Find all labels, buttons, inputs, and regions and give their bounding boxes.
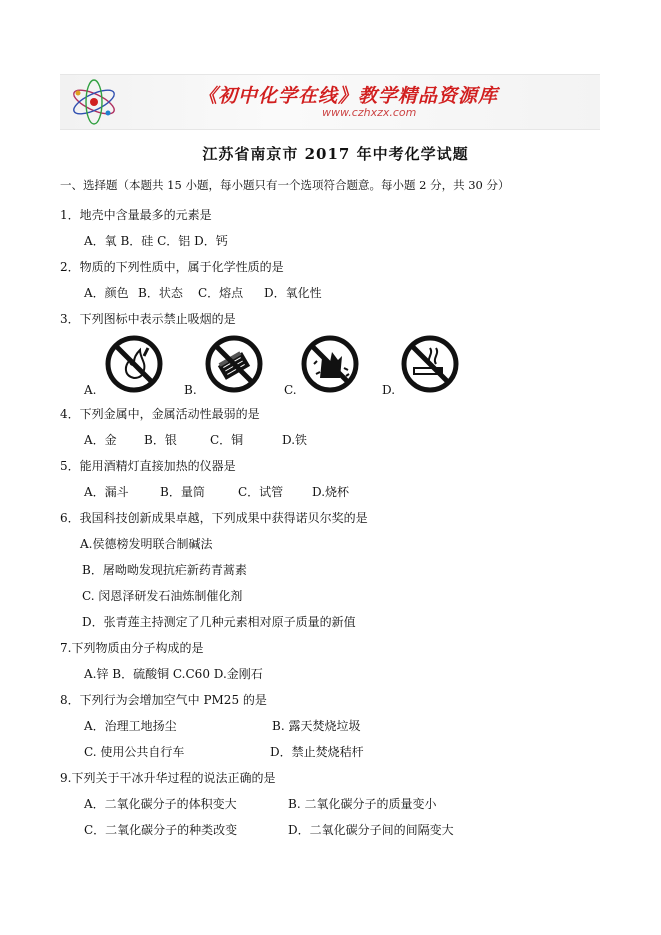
q3-option-d: D. [382, 383, 396, 397]
q4-option-d: D.铁 [282, 433, 308, 447]
question-5: 5．能用酒精灯直接加热的仪器是 [60, 459, 236, 473]
page-title: 江苏省南京市 2017 年中考化学试题 [202, 145, 469, 163]
q8-option-d: D．禁止焚烧秸杆 [270, 745, 364, 759]
q5-option-b: B．量筒 [160, 485, 205, 499]
header-banner [60, 74, 600, 130]
banner-title: 《初中化学在线》教学精品资源库 [198, 85, 499, 107]
q2-option-b: B．状态 [138, 286, 183, 300]
banner-url: www.czhxzx.com [322, 106, 417, 119]
q4-option-a: A．金 [84, 433, 117, 447]
atom-logo-icon [68, 79, 120, 125]
q6-option-a: A.侯德榜发明联合制碱法 [80, 537, 213, 551]
q8-option-c: C. 使用公共自行车 [84, 745, 185, 759]
q8-option-a: A．治理工地扬尘 [84, 719, 177, 733]
question-8: 8．下列行为会增加空气中 PM25 的是 [60, 693, 267, 707]
q2-option-a: A．颜色 [84, 286, 129, 300]
q4-option-c: C．铜 [210, 433, 244, 447]
q8-option-b: B. 露天焚烧垃圾 [272, 719, 361, 733]
q5-option-c: C．试管 [238, 485, 284, 499]
no-open-flame-sign-icon [104, 334, 164, 394]
question-2: 2．物质的下列性质中，属于化学性质的是 [60, 260, 284, 274]
section-heading: 一、选择题（本题共 15 小题，每小题只有一个选项符合题意。每小题 2 分，共 30 分） [60, 178, 510, 192]
q2-option-d: D．氧化性 [264, 286, 322, 300]
question-6: 6．我国科技创新成果卓越，下列成果中获得诺贝尔奖的是 [60, 511, 368, 525]
q6-option-b: B．屠呦呦发现抗疟新药青蒿素 [82, 563, 247, 577]
question-9: 9.下列关于干冰升华过程的说法正确的是 [60, 771, 276, 785]
q9-option-c: C．二氧化碳分子的种类改变 [84, 823, 238, 837]
q9-option-d: D．二氧化碳分子间的间隔变大 [288, 823, 454, 837]
q1-options: A．氧 B．硅 C．铝 D．钙 [84, 234, 228, 248]
q3-option-a: A. [84, 383, 97, 397]
q3-option-c: C. [284, 383, 297, 397]
no-fireworks-sign-icon [300, 334, 360, 394]
question-1: 1．地壳中含量最多的元素是 [60, 208, 212, 222]
no-smoking-sign-icon [400, 334, 460, 394]
q2-option-c: C．熔点 [198, 286, 244, 300]
q9-option-a: A．二氧化碳分子的体积变大 [84, 797, 237, 811]
q3-option-b: B. [184, 383, 197, 397]
question-7: 7.下列物质由分子构成的是 [60, 641, 204, 655]
no-matches-sign-icon [204, 334, 264, 394]
question-4: 4．下列金属中，金属活动性最弱的是 [60, 407, 260, 421]
q4-option-b: B．银 [144, 433, 177, 447]
q6-option-d: D．张青莲主持测定了几种元素相对原子质量的新值 [82, 615, 356, 629]
q9-option-b: B. 二氧化碳分子的质量变小 [288, 797, 437, 811]
question-3: 3．下列图标中表示禁止吸烟的是 [60, 312, 236, 326]
q5-option-a: A．漏斗 [84, 485, 129, 499]
q6-option-c: C. 闵恩泽研发石油炼制催化剂 [82, 589, 243, 603]
q7-options: A.锌 B．硫酸铜 C.C60 D.金刚石 [84, 667, 263, 681]
q5-option-d: D.烧杯 [312, 485, 350, 499]
